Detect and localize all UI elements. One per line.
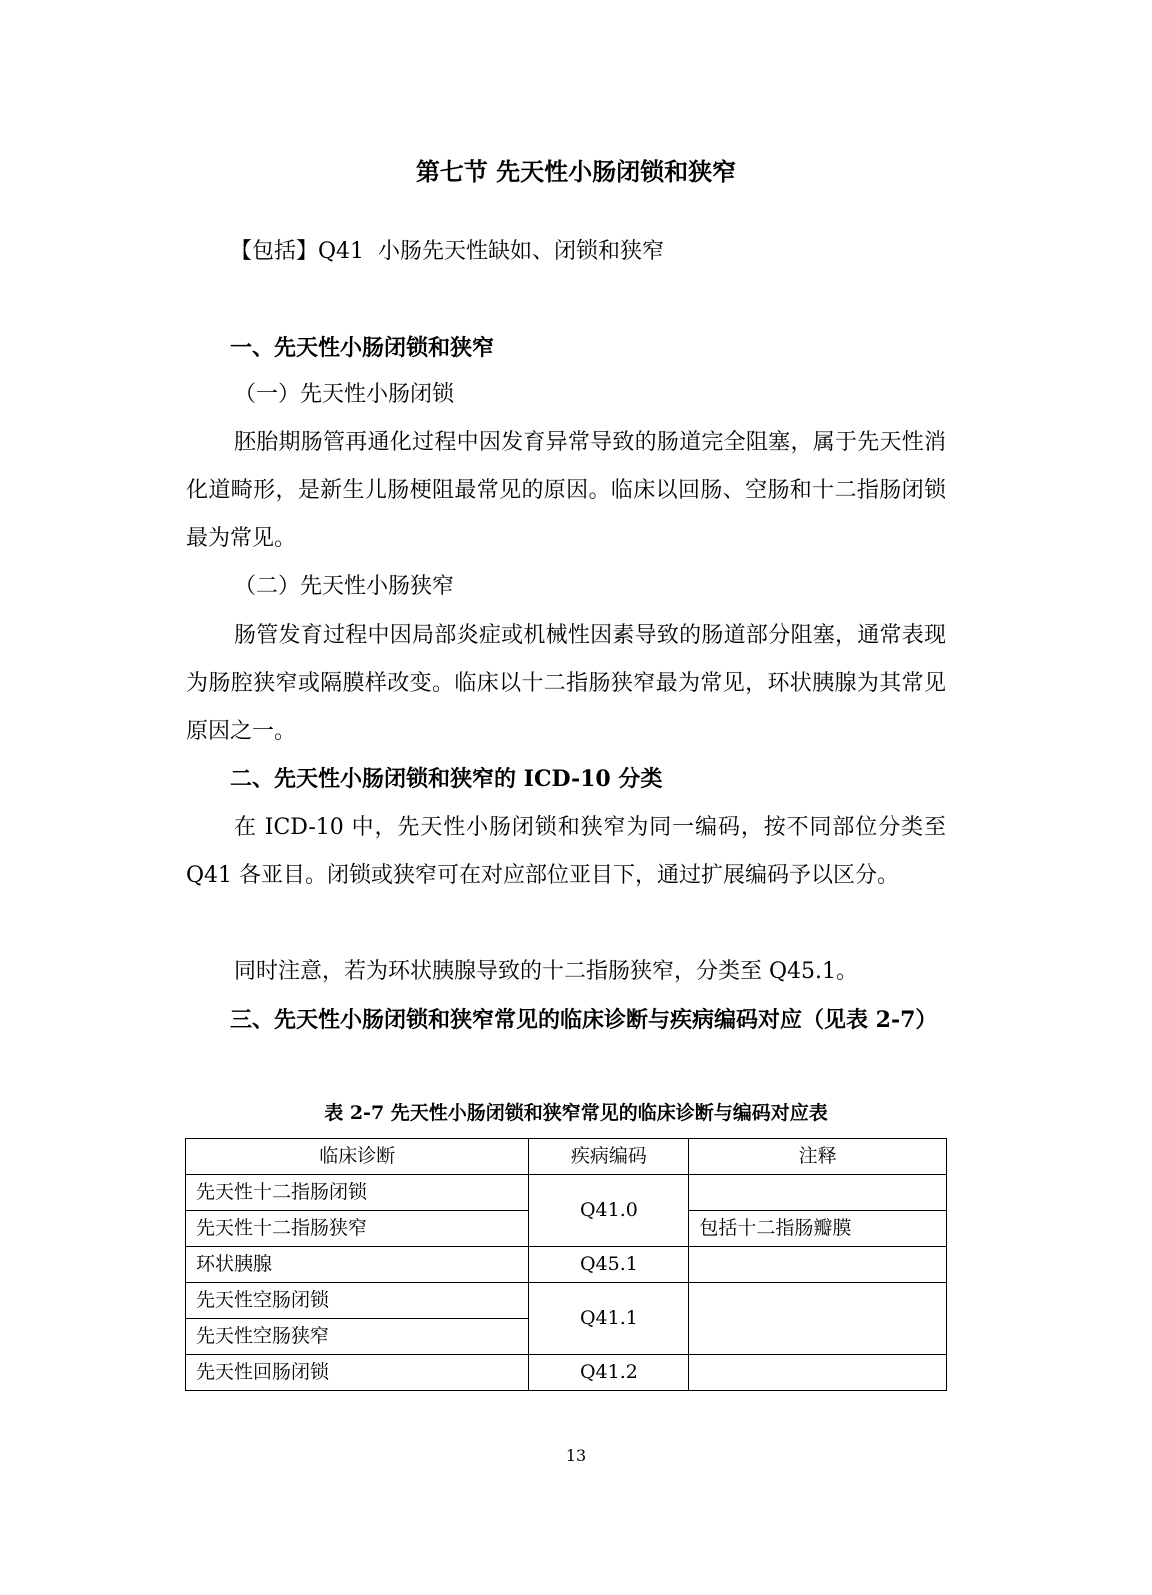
code-cell: Q45.1 [529,1247,689,1283]
note-cell [689,1283,947,1355]
diagnosis-cell: 环状胰腺 [186,1247,529,1283]
table-row [186,1175,947,1211]
diagnosis-cell: 先天性十二指肠狭窄 [186,1211,529,1247]
table-caption: 表 2-7 先天性小肠闭锁和狭窄常见的临床诊断与编码对应表 [324,1102,828,1124]
heading-1: 一、先天性小肠闭锁和狭窄 [230,335,495,361]
includes-line [230,232,665,272]
note-cell [689,1355,947,1391]
table-row [186,1247,947,1283]
note-cell: 包括十二指肠瓣膜 [689,1211,947,1247]
page-number: 13 [565,1446,587,1465]
diagnosis-code-table [185,1138,947,1391]
code-cell: Q41.1 [529,1283,689,1355]
includes-tag: 【包括】 [230,239,319,264]
heading-2: 二、先天性小肠闭锁和狭窄的 ICD-10 分类 [230,766,663,792]
subheading-atresia: （一）先天性小肠闭锁 [234,382,455,407]
header-code: 疾病编码 [529,1139,689,1175]
diagnosis-cell: 先天性十二指肠闭锁 [186,1175,529,1211]
header-diagnosis: 临床诊断 [186,1139,529,1175]
includes-code: Q41 [318,239,365,264]
diagnosis-cell: 先天性空肠狭窄 [186,1319,529,1355]
heading-3: 三、先天性小肠闭锁和狭窄常见的临床诊断与疾病编码对应（见表 2-7） [230,1007,938,1033]
paragraph-atresia: 胚胎期肠管再通化过程中因发育异常导致的肠道完全阻塞，属于先天性消化道畸形，是新生儿肠梗阻最常见的原因。临床以回肠、空肠和十二指肠闭锁最为常见。 [186,430,946,551]
table-row [186,1283,947,1319]
table-row [186,1355,947,1391]
includes-text: 小肠先天性缺如、闭锁和狭窄 [378,239,665,264]
code-cell: Q41.2 [529,1355,689,1391]
code-cell: Q41.0 [529,1175,689,1247]
diagnosis-cell: 先天性空肠闭锁 [186,1283,529,1319]
diagnosis-cell: 先天性回肠闭锁 [186,1355,529,1391]
section-title: 第七节 先天性小肠闭锁和狭窄 [415,157,737,186]
paragraph-note: 同时注意，若为环状胰腺导致的十二指肠狭窄，分类至 Q45.1。 [234,959,859,984]
table-header-row [186,1139,947,1175]
paragraph-icd-classification: 在 ICD-10 中，先天性小肠闭锁和狭窄为同一编码，按不同部位分类至 Q41 各亚目。闭锁或狭窄可在对应部位亚目下，通过扩展编码予以区分。 [186,815,946,888]
subheading-stenosis: （二）先天性小肠狭窄 [234,574,455,599]
paragraph-stenosis: 肠管发育过程中因局部炎症或机械性因素导致的肠道部分阻塞，通常表现为肠腔狭窄或隔膜样改变。临床以十二指肠狭窄最为常见，环状胰腺为其常见原因之一。 [186,623,946,744]
note-cell [689,1247,947,1283]
header-note: 注释 [689,1139,947,1175]
note-cell [689,1175,947,1211]
